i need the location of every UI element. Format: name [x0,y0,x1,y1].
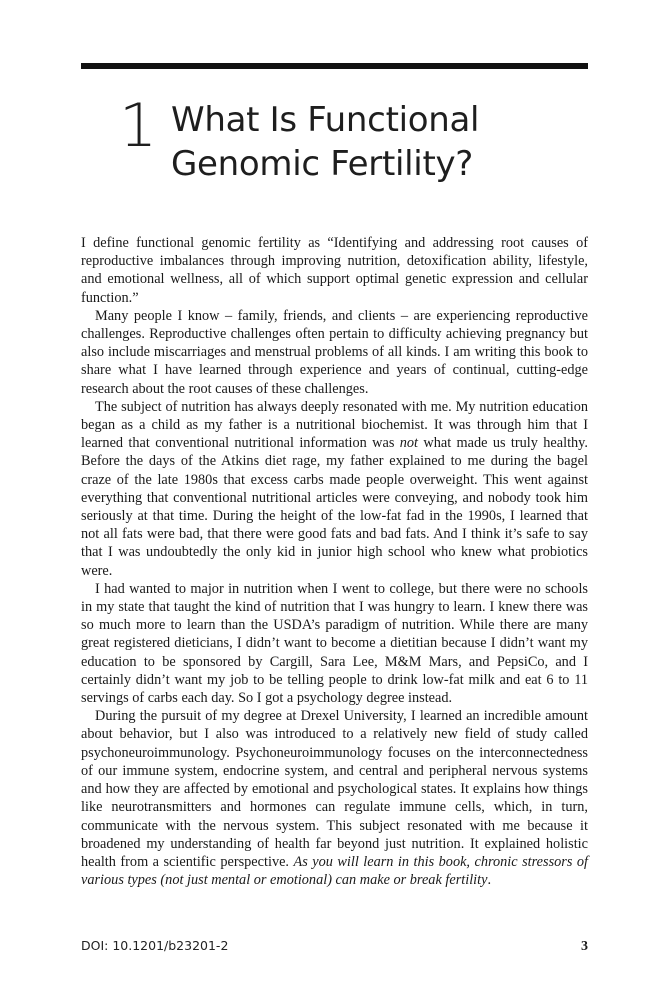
page-footer [81,938,588,958]
top-rule [81,63,588,69]
paragraph-5-emphasis: As you will learn in this book, chronic stressors of various types (not just mental or emotional) can make or break fertility [81,853,588,889]
paragraph-4: I had wanted to major in nutrition when I went to college, but there were no schools in my state that taught the kind of nutrition that I was hungry to learn. I knew there was so much more to learn than the USDA’s paradigm of nutrition. While there are many great registered dieticians, I didn’t want to become a dietitian because I didn’t want my education to be sponsored by Cargill, Sara Lee, M&M Mars, and PepsiCo, and I certainly didn’t want my job to be telling people to drink low-fat milk and eat 6 to 11 servings of carbs each day. So I got a psychology degree instead. [81,580,588,707]
paragraph-5-text-a: During the pursuit of my degree at Drexel University, I learned an incredible amount about behavior, but I also was introduced to a relatively new field of study called psychoneuroimmunology. Psychoneuroimmunology focuses on the interconnectedness of our immune system, endocrine system, and central and peripheral nervous systems and how they are affected by emotional and psychological states. It explains how things like neurotransmitters and hormones can regulate immune cells, which, in turn, communicate with the nervous system. This subject resonated with me because it broadened my understanding of health far beyond just nutrition. It explained holistic health from a scientific perspective. [81,708,588,870]
paragraph-2: Many people I know – family, friends, and clients – are experiencing reproductive challenges. Reproductive challenges often pertain to difficulty achieving pregnancy but also include miscarriages and menstrual problems of all kinds. I am writing this book to share what I have learned through experience and years of continual, cutting-edge research about the root causes of these challenges. [81,307,588,397]
paragraph-3-text-b: what made us truly healthy. Before the days of the Atkins diet rage, my father explained to me during the bagel craze of the late 1980s that excess carbs made people overweight. This went against everything that conventional nutritional articles were conveying, and nobody took him seriously at that time. During the height of the low-fat fad in the 1990s, I learned that not all fats were bad, that there were good fats and bad fats. And I think it’s safe to say that I was undoubtedly the only kid in junior high school who knew what probiotics were. [81,435,588,579]
paragraph-3 [81,398,588,580]
chapter-title [171,98,571,186]
chapter-title-line-1: What Is Functional [171,100,480,140]
doi-label: DOI: 10.1201/b23201-2 [81,938,229,953]
body-text [81,234,588,889]
chapter-number: 1 [119,91,158,161]
paragraph-5-end: . [487,872,492,889]
paragraph-5 [81,707,588,889]
paragraph-1: I define functional genomic fertility as “Identifying and addressing root causes of reproductive imbalances through improving nutrition, detoxification ability, lifestyle, and emotional wellness, all of which support optimal genetic expression and cellular function.” [81,235,588,306]
page-number: 3 [581,939,588,954]
chapter-title-line-2: Genomic Fertility? [171,144,474,184]
paragraph-3-emphasis: not [399,435,419,452]
paragraph-3-text-a: The subject of nutrition has always deeply resonated with me. My nutrition education began as a child as my father is a nutritional biochemist. It was through him that I learned that conventional nutritional information was [81,398,588,452]
